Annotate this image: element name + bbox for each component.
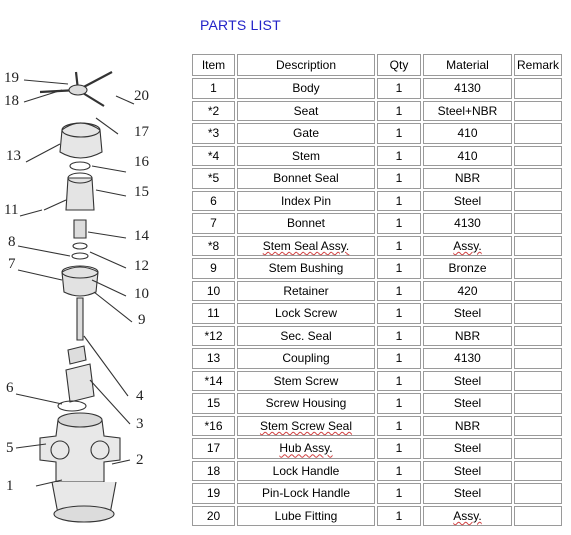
cell-qty bbox=[377, 348, 421, 369]
callout-2: 2 bbox=[136, 452, 144, 468]
cell-description-text: Lock Screw bbox=[274, 306, 338, 321]
cell-material bbox=[423, 438, 512, 459]
cell-item bbox=[192, 348, 235, 369]
cell-remark bbox=[514, 146, 562, 167]
valve-assembly-illustration bbox=[0, 60, 180, 530]
table-row bbox=[192, 78, 562, 99]
cell-item-text: 13 bbox=[206, 351, 221, 366]
cell-item-text: 11 bbox=[207, 306, 220, 321]
callout-5: 5 bbox=[6, 440, 14, 456]
cell-material bbox=[423, 258, 512, 279]
cell-material bbox=[423, 213, 512, 234]
cell-material bbox=[423, 281, 512, 302]
cell-qty bbox=[377, 483, 421, 504]
cell-description bbox=[237, 393, 375, 414]
cell-description bbox=[237, 258, 375, 279]
cell-material-text: Steel bbox=[453, 396, 482, 411]
table-row bbox=[192, 438, 562, 459]
cell-remark bbox=[514, 168, 562, 189]
cell-qty-text: 1 bbox=[395, 193, 403, 208]
cell-description bbox=[237, 483, 375, 504]
table-row bbox=[192, 123, 562, 144]
cell-remark bbox=[514, 326, 562, 347]
table-row bbox=[192, 506, 562, 527]
cell-item bbox=[192, 303, 235, 324]
table-row bbox=[192, 348, 562, 369]
cell-remark bbox=[514, 191, 562, 212]
column-header-material: Material bbox=[423, 54, 512, 76]
table-row bbox=[192, 326, 562, 347]
callout-20: 20 bbox=[134, 88, 149, 104]
cell-material-text: Steel bbox=[453, 441, 482, 456]
table-row bbox=[192, 101, 562, 122]
cell-qty bbox=[377, 393, 421, 414]
cell-material-text: Bronze bbox=[448, 261, 487, 276]
parts-list-title: PARTS LIST bbox=[200, 17, 281, 33]
cell-material bbox=[423, 326, 512, 347]
cell-item bbox=[192, 483, 235, 504]
cell-remark bbox=[514, 393, 562, 414]
cell-item-text: 17 bbox=[206, 441, 221, 456]
cell-qty-text: 1 bbox=[395, 81, 403, 96]
cell-item bbox=[192, 236, 235, 257]
cell-description-text: Bonnet Seal bbox=[273, 171, 339, 186]
table-row bbox=[192, 258, 562, 279]
cell-qty bbox=[377, 101, 421, 122]
cell-description bbox=[237, 438, 375, 459]
cell-description-text: Stem Bushing bbox=[268, 261, 344, 276]
cell-material-text: Steel bbox=[453, 373, 482, 388]
cell-material-text: 410 bbox=[457, 148, 478, 163]
cell-material bbox=[423, 483, 512, 504]
cell-remark bbox=[514, 281, 562, 302]
callout-19: 19 bbox=[4, 70, 19, 86]
cell-material bbox=[423, 393, 512, 414]
cell-description bbox=[237, 303, 375, 324]
cell-description-text: Bonnet bbox=[286, 216, 326, 231]
cell-material bbox=[423, 461, 512, 482]
cell-material bbox=[423, 416, 512, 437]
cell-qty bbox=[377, 78, 421, 99]
cell-material bbox=[423, 191, 512, 212]
cell-description-text: Seat bbox=[293, 103, 319, 118]
cell-item-text: 18 bbox=[206, 463, 221, 478]
cell-qty-text: 1 bbox=[395, 373, 403, 388]
cell-remark bbox=[514, 78, 562, 99]
cell-remark bbox=[514, 506, 562, 527]
cell-qty bbox=[377, 326, 421, 347]
cell-qty bbox=[377, 281, 421, 302]
table-row bbox=[192, 461, 562, 482]
cell-item bbox=[192, 438, 235, 459]
table-row bbox=[192, 483, 562, 504]
cell-qty-text: 1 bbox=[395, 126, 403, 141]
cell-qty bbox=[377, 438, 421, 459]
cell-material bbox=[423, 371, 512, 392]
callout-16: 16 bbox=[134, 154, 149, 170]
cell-qty-text: 1 bbox=[395, 328, 403, 343]
callout-13: 13 bbox=[6, 148, 21, 164]
table-header-row bbox=[192, 54, 562, 76]
callout-3: 3 bbox=[136, 416, 144, 432]
cell-item bbox=[192, 416, 235, 437]
cell-material-text: 420 bbox=[457, 283, 478, 298]
table-row bbox=[192, 371, 562, 392]
cell-qty-text: 1 bbox=[395, 486, 403, 501]
cell-item-text: 20 bbox=[206, 508, 221, 523]
column-header-item: Item bbox=[192, 54, 235, 76]
cell-item bbox=[192, 213, 235, 234]
cell-item-text: *8 bbox=[207, 238, 220, 253]
cell-remark bbox=[514, 416, 562, 437]
cell-remark bbox=[514, 258, 562, 279]
cell-material-text: Steel bbox=[453, 306, 482, 321]
cell-qty-text: 1 bbox=[395, 216, 403, 231]
cell-material-text: 4130 bbox=[454, 216, 481, 231]
cell-item-text: *4 bbox=[207, 148, 220, 163]
cell-material-text: 4130 bbox=[454, 351, 481, 366]
cell-material bbox=[423, 101, 512, 122]
cell-item-text: 15 bbox=[206, 396, 221, 411]
cell-item-text: *5 bbox=[207, 171, 220, 186]
cell-qty bbox=[377, 506, 421, 527]
cell-item bbox=[192, 78, 235, 99]
cell-description bbox=[237, 348, 375, 369]
cell-item bbox=[192, 506, 235, 527]
cell-material-text: Steel+NBR bbox=[437, 103, 498, 118]
cell-remark bbox=[514, 236, 562, 257]
cell-material bbox=[423, 303, 512, 324]
cell-item bbox=[192, 168, 235, 189]
cell-remark bbox=[514, 371, 562, 392]
cell-description bbox=[237, 416, 375, 437]
cell-qty-text: 1 bbox=[395, 283, 403, 298]
cell-description bbox=[237, 78, 375, 99]
callout-7: 7 bbox=[8, 256, 16, 272]
cell-material-text: Steel bbox=[453, 486, 482, 501]
cell-material-text: 4130 bbox=[454, 81, 481, 96]
cell-remark bbox=[514, 438, 562, 459]
table-row bbox=[192, 393, 562, 414]
cell-item bbox=[192, 146, 235, 167]
cell-description bbox=[237, 236, 375, 257]
callout-10: 10 bbox=[134, 286, 149, 302]
cell-description-text: Lube Fitting bbox=[274, 508, 338, 523]
table-row bbox=[192, 303, 562, 324]
cell-description-text: Stem Screw Seal bbox=[259, 418, 353, 433]
cell-material-text: Steel bbox=[453, 463, 482, 478]
cell-qty-text: 1 bbox=[395, 463, 403, 478]
table-row bbox=[192, 191, 562, 212]
cell-qty-text: 1 bbox=[395, 418, 403, 433]
callout-6: 6 bbox=[6, 380, 14, 396]
cell-description bbox=[237, 326, 375, 347]
cell-description bbox=[237, 123, 375, 144]
cell-qty bbox=[377, 258, 421, 279]
cell-material bbox=[423, 123, 512, 144]
callout-12: 12 bbox=[134, 258, 149, 274]
cell-qty-text: 1 bbox=[395, 306, 403, 321]
cell-description-text: Pin-Lock Handle bbox=[261, 486, 351, 501]
cell-description bbox=[237, 168, 375, 189]
exploded-valve-drawing bbox=[0, 60, 180, 530]
cell-qty-text: 1 bbox=[395, 261, 403, 276]
callout-8: 8 bbox=[8, 234, 16, 250]
cell-qty-text: 1 bbox=[395, 351, 403, 366]
cell-qty-text: 1 bbox=[395, 171, 403, 186]
cell-description-text: Sec. Seal bbox=[280, 328, 332, 343]
parts-list-table bbox=[190, 52, 564, 528]
cell-item bbox=[192, 461, 235, 482]
cell-qty-text: 1 bbox=[395, 396, 403, 411]
cell-item-text: *14 bbox=[204, 373, 223, 388]
cell-item bbox=[192, 101, 235, 122]
cell-material-text: NBR bbox=[454, 171, 481, 186]
table-row bbox=[192, 416, 562, 437]
cell-remark bbox=[514, 213, 562, 234]
cell-qty-text: 1 bbox=[395, 103, 403, 118]
cell-material-text: Steel bbox=[453, 193, 482, 208]
cell-item bbox=[192, 393, 235, 414]
cell-description bbox=[237, 101, 375, 122]
callout-14: 14 bbox=[134, 228, 149, 244]
table-row bbox=[192, 213, 562, 234]
callout-1: 1 bbox=[6, 478, 14, 494]
cell-qty bbox=[377, 146, 421, 167]
cell-item bbox=[192, 258, 235, 279]
table-row bbox=[192, 281, 562, 302]
callout-17: 17 bbox=[134, 124, 149, 140]
cell-qty bbox=[377, 123, 421, 144]
table-row bbox=[192, 146, 562, 167]
table-row bbox=[192, 168, 562, 189]
callout-11: 11 bbox=[4, 202, 19, 218]
cell-qty-text: 1 bbox=[395, 508, 403, 523]
cell-material-text: Assy. bbox=[453, 508, 482, 523]
cell-material-text: 410 bbox=[457, 126, 478, 141]
callout-4: 4 bbox=[136, 388, 144, 404]
cell-description-text: Lock Handle bbox=[272, 463, 340, 478]
cell-qty bbox=[377, 236, 421, 257]
cell-qty-text: 1 bbox=[395, 148, 403, 163]
cell-qty bbox=[377, 461, 421, 482]
cell-remark bbox=[514, 101, 562, 122]
cell-item bbox=[192, 123, 235, 144]
cell-description-text: Stem Screw bbox=[273, 373, 339, 388]
cell-description bbox=[237, 213, 375, 234]
cell-item-text: 10 bbox=[206, 283, 221, 298]
column-header-remark: Remark bbox=[514, 54, 562, 76]
cell-item-text: *16 bbox=[204, 418, 223, 433]
cell-material bbox=[423, 506, 512, 527]
column-header-qty: Qty bbox=[377, 54, 421, 76]
cell-item-text: *3 bbox=[207, 126, 220, 141]
cell-material-text: NBR bbox=[454, 418, 481, 433]
cell-description bbox=[237, 371, 375, 392]
cell-description bbox=[237, 146, 375, 167]
cell-item bbox=[192, 281, 235, 302]
cell-item bbox=[192, 371, 235, 392]
cell-description-text: Body bbox=[292, 81, 320, 96]
cell-remark bbox=[514, 483, 562, 504]
cell-remark bbox=[514, 303, 562, 324]
cell-description-text: Coupling bbox=[282, 351, 330, 366]
cell-remark bbox=[514, 123, 562, 144]
callout-18: 18 bbox=[4, 93, 19, 109]
cell-description bbox=[237, 506, 375, 527]
parts-table-body bbox=[192, 78, 562, 526]
cell-qty-text: 1 bbox=[395, 441, 403, 456]
cell-item-text: 1 bbox=[210, 81, 217, 96]
cell-description bbox=[237, 281, 375, 302]
cell-material-text: Assy. bbox=[453, 238, 482, 253]
cell-description bbox=[237, 461, 375, 482]
cell-description-text: Gate bbox=[292, 126, 319, 141]
cell-qty bbox=[377, 371, 421, 392]
cell-material bbox=[423, 168, 512, 189]
cell-description bbox=[237, 191, 375, 212]
callout-9: 9 bbox=[138, 312, 146, 328]
cell-remark bbox=[514, 348, 562, 369]
cell-qty-text: 1 bbox=[395, 238, 403, 253]
cell-description-text: Screw Housing bbox=[265, 396, 347, 411]
column-header-description: Description bbox=[237, 54, 375, 76]
cell-material bbox=[423, 78, 512, 99]
cell-item-text: 9 bbox=[210, 261, 217, 276]
cell-qty bbox=[377, 213, 421, 234]
cell-item bbox=[192, 191, 235, 212]
table-row bbox=[192, 236, 562, 257]
callout-15: 15 bbox=[134, 184, 149, 200]
cell-item-text: 19 bbox=[206, 486, 221, 501]
cell-item bbox=[192, 326, 235, 347]
cell-qty bbox=[377, 303, 421, 324]
cell-material bbox=[423, 236, 512, 257]
cell-qty bbox=[377, 416, 421, 437]
cell-item-text: 6 bbox=[210, 193, 217, 208]
cell-item-text: *12 bbox=[204, 328, 223, 343]
cell-description-text: Index Pin bbox=[280, 193, 332, 208]
cell-description-text: Retainer bbox=[283, 283, 329, 298]
cell-description-text: Stem Seal Assy. bbox=[262, 238, 350, 253]
cell-qty bbox=[377, 168, 421, 189]
cell-description-text: Hub Assy. bbox=[279, 441, 333, 456]
cell-material bbox=[423, 348, 512, 369]
cell-item-text: *2 bbox=[207, 103, 220, 118]
cell-material bbox=[423, 146, 512, 167]
cell-remark bbox=[514, 461, 562, 482]
cell-description-text: Stem bbox=[291, 148, 320, 163]
cell-qty bbox=[377, 191, 421, 212]
cell-material-text: NBR bbox=[454, 328, 481, 343]
cell-item-text: 7 bbox=[210, 216, 217, 231]
